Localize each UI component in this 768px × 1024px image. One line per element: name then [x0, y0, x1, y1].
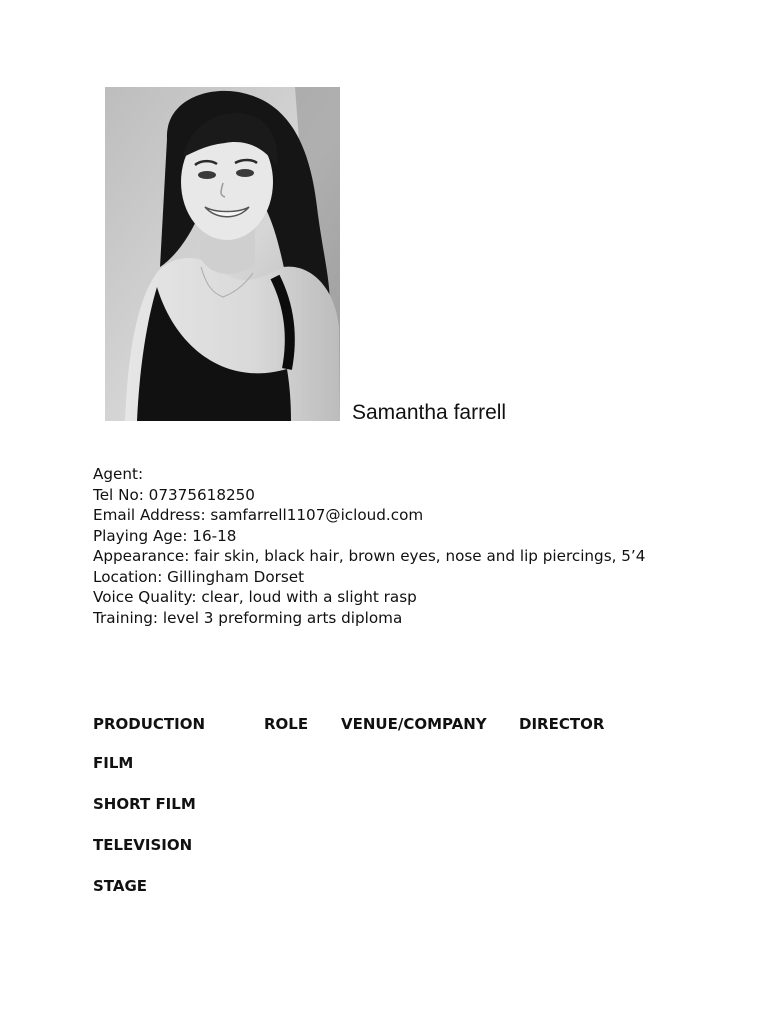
column-venue-company: VENUE/COMPANY [341, 715, 487, 733]
column-production: PRODUCTION [93, 715, 206, 733]
agent-line: Agent: [93, 465, 144, 483]
headshot-photo [105, 87, 340, 421]
section-television: TELEVISION [93, 836, 193, 854]
details-list [93, 464, 645, 628]
phone-line: Tel No: 07375618250 [93, 485, 255, 504]
email-line: Email Address: samfarrell1107@icloud.com [93, 506, 424, 524]
section-stage: STAGE [93, 877, 148, 895]
location-line: Location: Gillingham Dorset [93, 567, 305, 586]
column-role: ROLE [264, 715, 309, 733]
voice-quality-line: Voice Quality: clear, loud with a slight rasp [93, 588, 417, 606]
section-film: FILM [93, 754, 134, 772]
credits-header-row [0, 714, 768, 736]
headshot-illustration [105, 87, 340, 421]
section-short-film: SHORT FILM [93, 795, 196, 813]
appearance-line: Appearance: fair skin, black hair, brown eyes, nose and lip piercings, 5’4 [93, 547, 646, 565]
playing-age-line: Playing Age: 16-18 [93, 526, 237, 545]
training-line: Training: level 3 preforming arts diploma [93, 608, 403, 627]
column-director: DIRECTOR [519, 715, 605, 733]
actor-name: Samantha farrell [352, 401, 507, 424]
